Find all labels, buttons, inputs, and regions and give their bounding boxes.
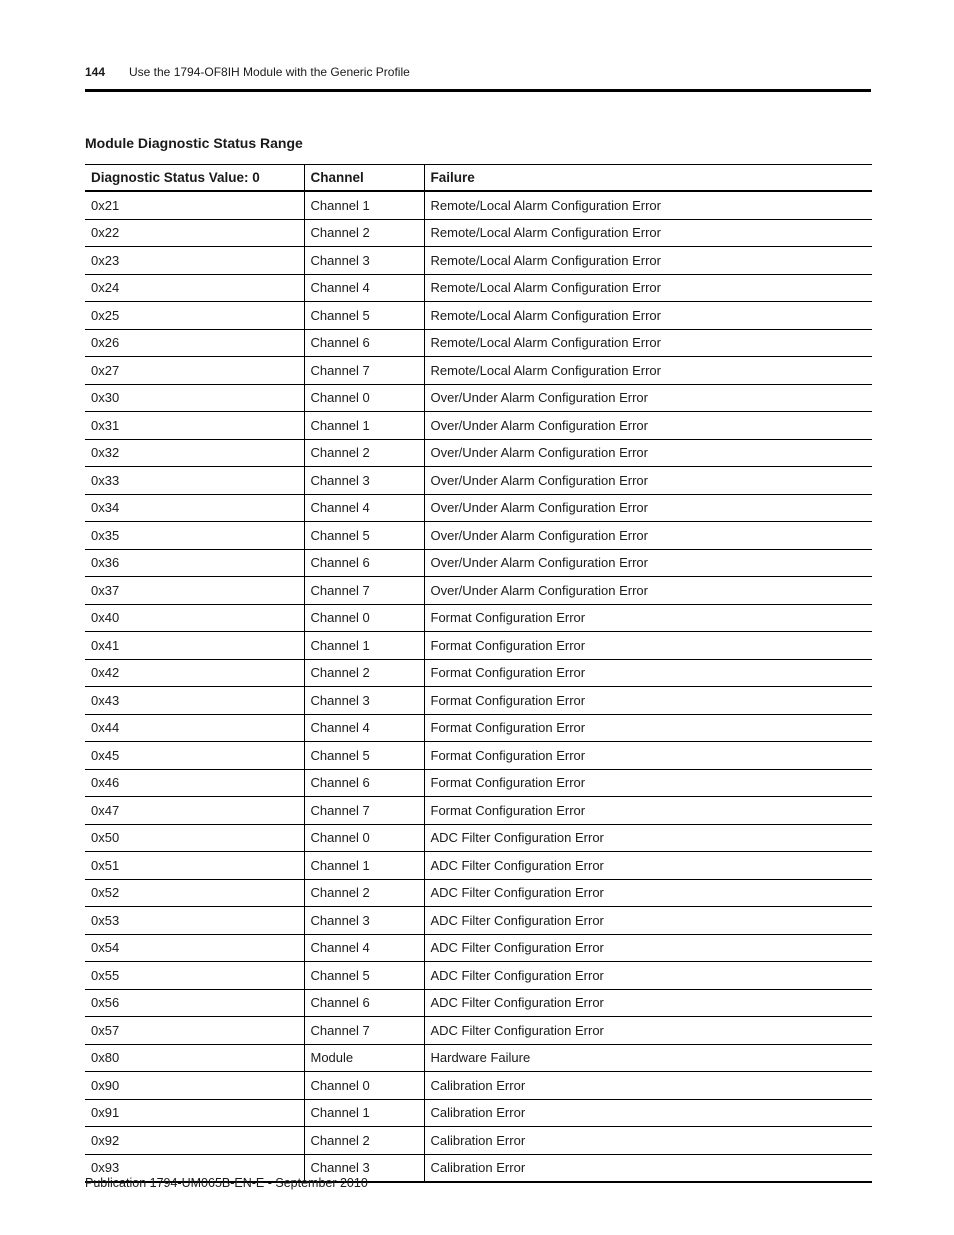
channel-cell: Channel 7	[304, 797, 424, 825]
table-row	[85, 1099, 872, 1127]
channel-cell: Channel 6	[304, 989, 424, 1017]
status-value-cell: 0x24	[85, 274, 304, 302]
status-value-cell: 0x90	[85, 1072, 304, 1100]
channel-cell: Channel 5	[304, 522, 424, 550]
table-row	[85, 934, 872, 962]
status-value-cell: 0x93	[85, 1154, 304, 1182]
table-row	[85, 219, 872, 247]
status-value-cell: 0x91	[85, 1099, 304, 1127]
failure-cell: Remote/Local Alarm Configuration Error	[424, 357, 872, 385]
status-value-cell: 0x26	[85, 329, 304, 357]
status-value-cell: 0x56	[85, 989, 304, 1017]
channel-cell: Channel 3	[304, 907, 424, 935]
table-row	[85, 687, 872, 715]
failure-cell: Format Configuration Error	[424, 742, 872, 770]
failure-cell: Remote/Local Alarm Configuration Error	[424, 329, 872, 357]
table-row	[85, 384, 872, 412]
channel-cell: Channel 5	[304, 742, 424, 770]
status-value-cell: 0x23	[85, 247, 304, 275]
diagnostic-status-table	[85, 164, 872, 1183]
failure-cell: Over/Under Alarm Configuration Error	[424, 549, 872, 577]
failure-cell: Format Configuration Error	[424, 659, 872, 687]
column-header-failure: Failure	[424, 165, 872, 192]
table-row	[85, 412, 872, 440]
failure-cell: Calibration Error	[424, 1099, 872, 1127]
failure-cell: Over/Under Alarm Configuration Error	[424, 384, 872, 412]
channel-cell: Channel 6	[304, 549, 424, 577]
status-value-cell: 0x55	[85, 962, 304, 990]
table-row	[85, 494, 872, 522]
channel-cell: Channel 5	[304, 302, 424, 330]
status-value-cell: 0x43	[85, 687, 304, 715]
failure-cell: Calibration Error	[424, 1072, 872, 1100]
status-value-cell: 0x46	[85, 769, 304, 797]
channel-cell: Channel 7	[304, 357, 424, 385]
table-body	[85, 191, 872, 1182]
channel-cell: Channel 4	[304, 934, 424, 962]
status-value-cell: 0x45	[85, 742, 304, 770]
table-row	[85, 742, 872, 770]
status-value-cell: 0x31	[85, 412, 304, 440]
table-row	[85, 439, 872, 467]
status-value-cell: 0x57	[85, 1017, 304, 1045]
table-row	[85, 797, 872, 825]
status-value-cell: 0x42	[85, 659, 304, 687]
failure-cell: Over/Under Alarm Configuration Error	[424, 577, 872, 605]
table-row	[85, 247, 872, 275]
status-value-cell: 0x50	[85, 824, 304, 852]
channel-cell: Channel 2	[304, 219, 424, 247]
column-header-status-value: Diagnostic Status Value: 0	[85, 165, 304, 192]
status-value-cell: 0x80	[85, 1044, 304, 1072]
header-rule	[85, 89, 871, 92]
channel-cell: Channel 6	[304, 769, 424, 797]
table-row	[85, 467, 872, 495]
channel-cell: Channel 6	[304, 329, 424, 357]
channel-cell: Channel 0	[304, 1072, 424, 1100]
failure-cell: Remote/Local Alarm Configuration Error	[424, 247, 872, 275]
failure-cell: Format Configuration Error	[424, 714, 872, 742]
table-row	[85, 824, 872, 852]
channel-cell: Channel 1	[304, 412, 424, 440]
channel-cell: Channel 0	[304, 604, 424, 632]
status-value-cell: 0x37	[85, 577, 304, 605]
failure-cell: Remote/Local Alarm Configuration Error	[424, 191, 872, 219]
channel-cell: Module	[304, 1044, 424, 1072]
channel-cell: Channel 1	[304, 1099, 424, 1127]
table-row	[85, 989, 872, 1017]
status-value-cell: 0x27	[85, 357, 304, 385]
table-header-row	[85, 165, 872, 192]
failure-cell: Format Configuration Error	[424, 769, 872, 797]
channel-cell: Channel 2	[304, 439, 424, 467]
status-value-cell: 0x22	[85, 219, 304, 247]
failure-cell: ADC Filter Configuration Error	[424, 989, 872, 1017]
channel-cell: Channel 7	[304, 577, 424, 605]
status-value-cell: 0x25	[85, 302, 304, 330]
status-value-cell: 0x52	[85, 879, 304, 907]
table-title: Module Diagnostic Status Range	[85, 135, 303, 151]
failure-cell: Remote/Local Alarm Configuration Error	[424, 219, 872, 247]
failure-cell: Format Configuration Error	[424, 687, 872, 715]
status-value-cell: 0x34	[85, 494, 304, 522]
channel-cell: Channel 4	[304, 714, 424, 742]
status-value-cell: 0x30	[85, 384, 304, 412]
status-value-cell: 0x21	[85, 191, 304, 219]
table-row	[85, 329, 872, 357]
status-value-cell: 0x44	[85, 714, 304, 742]
table-row	[85, 274, 872, 302]
channel-cell: Channel 1	[304, 632, 424, 660]
failure-cell: Hardware Failure	[424, 1044, 872, 1072]
status-value-cell: 0x40	[85, 604, 304, 632]
channel-cell: Channel 5	[304, 962, 424, 990]
table-row	[85, 1044, 872, 1072]
channel-cell: Channel 1	[304, 852, 424, 880]
table-row	[85, 191, 872, 219]
failure-cell: ADC Filter Configuration Error	[424, 852, 872, 880]
failure-cell: Format Configuration Error	[424, 632, 872, 660]
status-value-cell: 0x33	[85, 467, 304, 495]
status-value-cell: 0x54	[85, 934, 304, 962]
channel-cell: Channel 2	[304, 879, 424, 907]
table-row	[85, 302, 872, 330]
table-row	[85, 1072, 872, 1100]
status-value-cell: 0x53	[85, 907, 304, 935]
status-value-cell: 0x47	[85, 797, 304, 825]
table-row	[85, 604, 872, 632]
failure-cell: Over/Under Alarm Configuration Error	[424, 439, 872, 467]
table-row	[85, 632, 872, 660]
channel-cell: Channel 3	[304, 687, 424, 715]
failure-cell: Calibration Error	[424, 1127, 872, 1155]
failure-cell: Over/Under Alarm Configuration Error	[424, 494, 872, 522]
table-row	[85, 907, 872, 935]
channel-cell: Channel 2	[304, 1127, 424, 1155]
table-row	[85, 357, 872, 385]
page-number: 144	[85, 65, 106, 79]
failure-cell: Over/Under Alarm Configuration Error	[424, 467, 872, 495]
status-value-cell: 0x41	[85, 632, 304, 660]
channel-cell: Channel 0	[304, 384, 424, 412]
failure-cell: ADC Filter Configuration Error	[424, 1017, 872, 1045]
channel-cell: Channel 4	[304, 274, 424, 302]
failure-cell: ADC Filter Configuration Error	[424, 934, 872, 962]
failure-cell: Remote/Local Alarm Configuration Error	[424, 302, 872, 330]
failure-cell: Over/Under Alarm Configuration Error	[424, 412, 872, 440]
publication-footer: Publication 1794-UM065B-EN-E - September 2010	[85, 1176, 368, 1190]
status-value-cell: 0x32	[85, 439, 304, 467]
failure-cell: ADC Filter Configuration Error	[424, 962, 872, 990]
failure-cell: ADC Filter Configuration Error	[424, 907, 872, 935]
failure-cell: ADC Filter Configuration Error	[424, 824, 872, 852]
table-row	[85, 522, 872, 550]
table-row	[85, 714, 872, 742]
failure-cell: ADC Filter Configuration Error	[424, 879, 872, 907]
channel-cell: Channel 1	[304, 191, 424, 219]
table-row	[85, 1127, 872, 1155]
table-row	[85, 549, 872, 577]
table-row	[85, 577, 872, 605]
status-value-cell: 0x51	[85, 852, 304, 880]
table-row	[85, 1017, 872, 1045]
column-header-channel: Channel	[304, 165, 424, 192]
status-value-cell: 0x92	[85, 1127, 304, 1155]
failure-cell: Remote/Local Alarm Configuration Error	[424, 274, 872, 302]
failure-cell: Calibration Error	[424, 1154, 872, 1182]
table-row	[85, 962, 872, 990]
page-header	[85, 65, 871, 83]
channel-cell: Channel 3	[304, 247, 424, 275]
channel-cell: Channel 3	[304, 467, 424, 495]
status-value-cell: 0x35	[85, 522, 304, 550]
running-header-title: Use the 1794-OF8IH Module with the Generic Profile	[129, 65, 410, 79]
failure-cell: Over/Under Alarm Configuration Error	[424, 522, 872, 550]
failure-cell: Format Configuration Error	[424, 797, 872, 825]
table-row	[85, 852, 872, 880]
channel-cell: Channel 0	[304, 824, 424, 852]
channel-cell: Channel 3	[304, 1154, 424, 1182]
table-row	[85, 769, 872, 797]
status-value-cell: 0x36	[85, 549, 304, 577]
table-row	[85, 659, 872, 687]
channel-cell: Channel 4	[304, 494, 424, 522]
channel-cell: Channel 2	[304, 659, 424, 687]
channel-cell: Channel 7	[304, 1017, 424, 1045]
failure-cell: Format Configuration Error	[424, 604, 872, 632]
table-row	[85, 879, 872, 907]
